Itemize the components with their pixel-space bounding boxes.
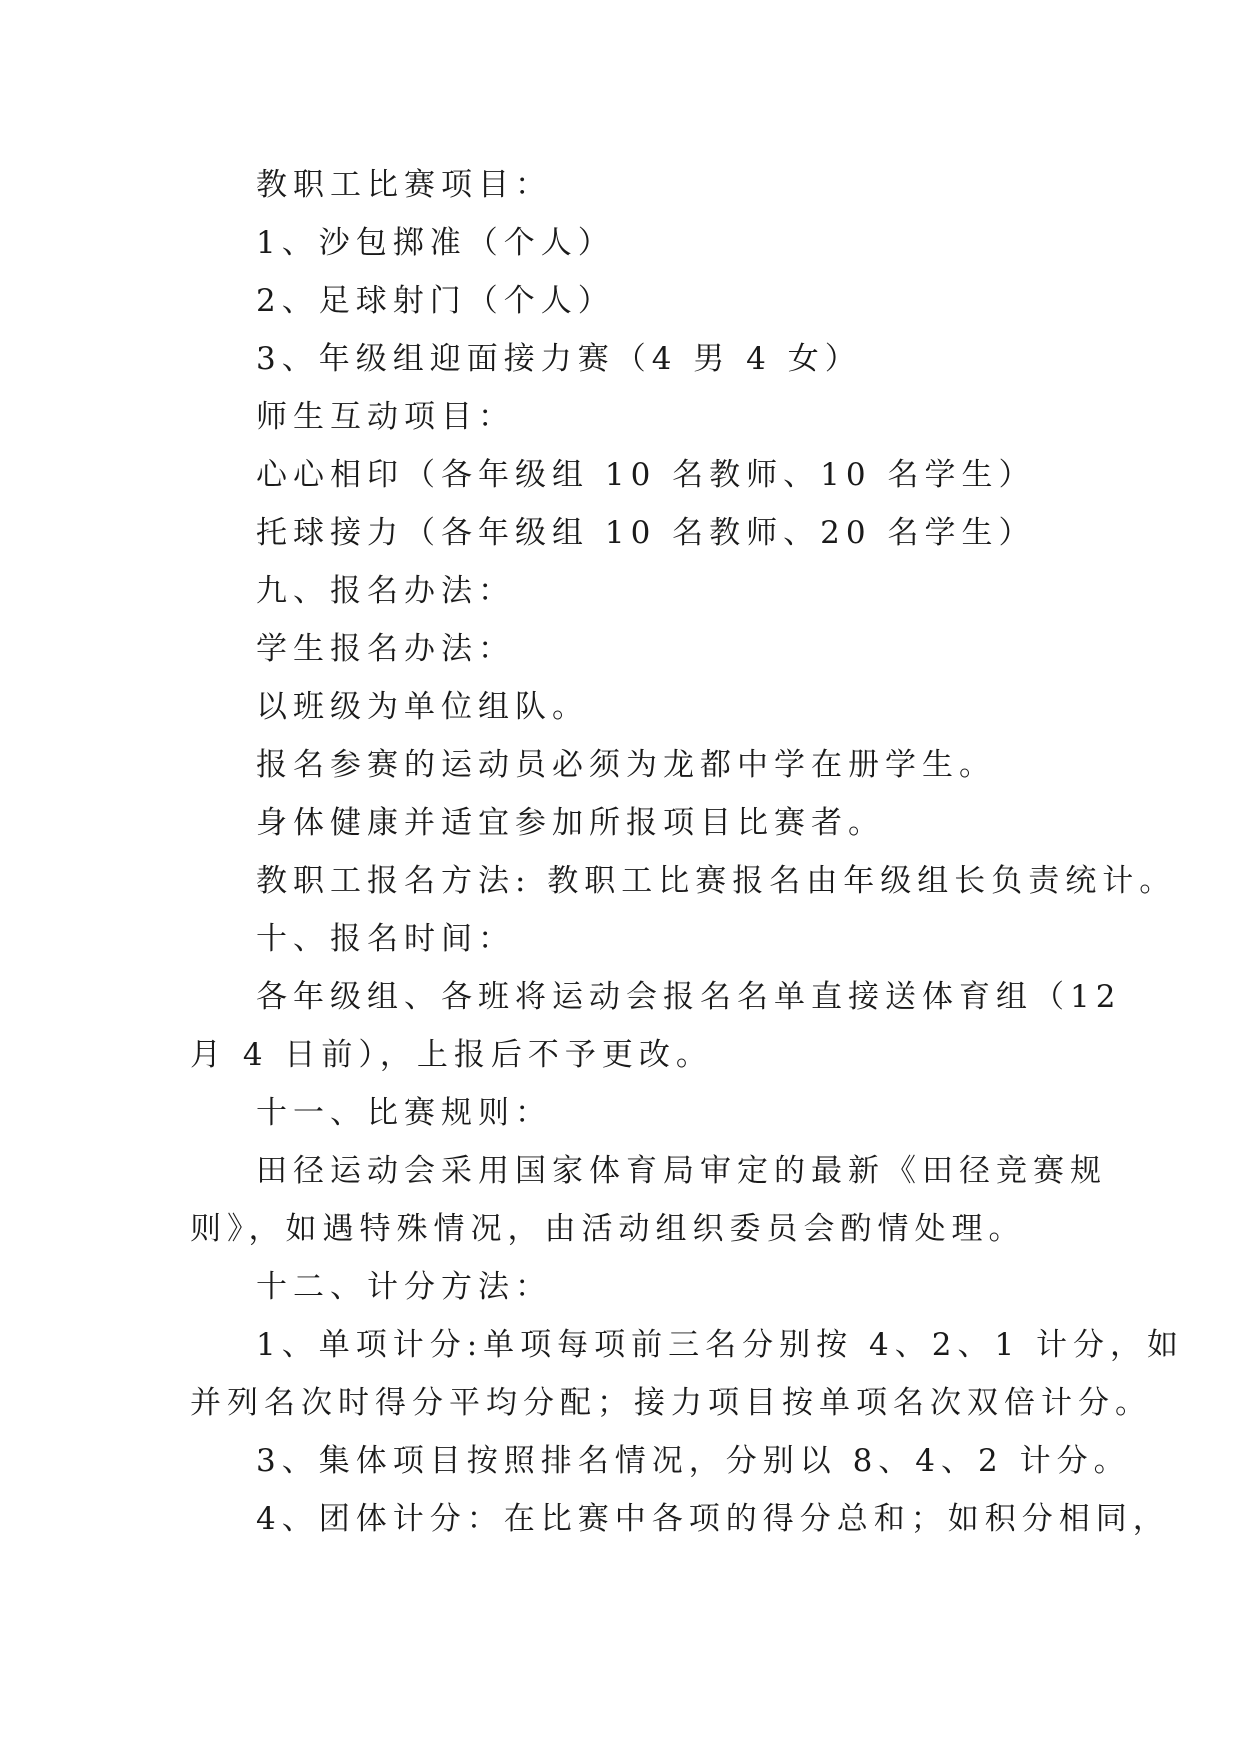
paragraph: 教职工报名方法: 教职工比赛报名由年级组长负责统计。 xyxy=(256,863,1177,899)
section-heading-registration: 九、报名办法： xyxy=(256,573,515,609)
staff-event-item: 2、足球射门（个人） xyxy=(256,283,615,319)
paragraph: 田径运动会采用国家体育局审定的最新《田径竞赛规 xyxy=(256,1153,1107,1189)
section-heading-registration-time: 十、报名时间： xyxy=(256,921,515,957)
interactive-event-item: 托球接力（各年级组 10 名教师、20 名学生） xyxy=(256,515,1036,551)
scoring-item: 1、单项计分:单项每项前三名分别按 4、2、1 计分，如 xyxy=(256,1327,1185,1363)
section-heading-rules: 十一、比赛规则： xyxy=(256,1095,552,1131)
staff-event-item: 1、沙包掷准（个人） xyxy=(256,225,615,261)
section-heading-scoring: 十二、计分方法： xyxy=(256,1269,552,1305)
interactive-events-heading: 师生互动项目： xyxy=(256,399,515,435)
paragraph-continuation: 则》，如遇特殊情况，由活动组织委员会酌情处理。 xyxy=(190,1211,1026,1247)
paragraph: 各年级组、各班将运动会报名名单直接送体育组（12 xyxy=(256,979,1122,1015)
paragraph: 报名参赛的运动员必须为龙都中学在册学生。 xyxy=(256,747,996,783)
scoring-item: 4、团体计分：在比赛中各项的得分总和；如积分相同， xyxy=(256,1501,1170,1537)
staff-events-heading: 教职工比赛项目： xyxy=(256,167,552,203)
staff-event-item: 3、年级组迎面接力赛（4 男 4 女） xyxy=(256,341,862,377)
paragraph: 身体健康并适宜参加所报项目比赛者。 xyxy=(256,805,885,841)
paragraph-continuation: 并列名次时得分平均分配；接力项目按单项名次双倍计分。 xyxy=(190,1385,1152,1421)
student-registration-heading: 学生报名办法： xyxy=(256,631,515,667)
interactive-event-item: 心心相印（各年级组 10 名教师、10 名学生） xyxy=(256,457,1036,493)
paragraph: 以班级为单位组队。 xyxy=(256,689,589,725)
paragraph-continuation: 月 4 日前），上报后不予更改。 xyxy=(190,1037,713,1073)
scoring-item: 3、集体项目按照排名情况，分别以 8、4、2 计分。 xyxy=(256,1443,1131,1479)
